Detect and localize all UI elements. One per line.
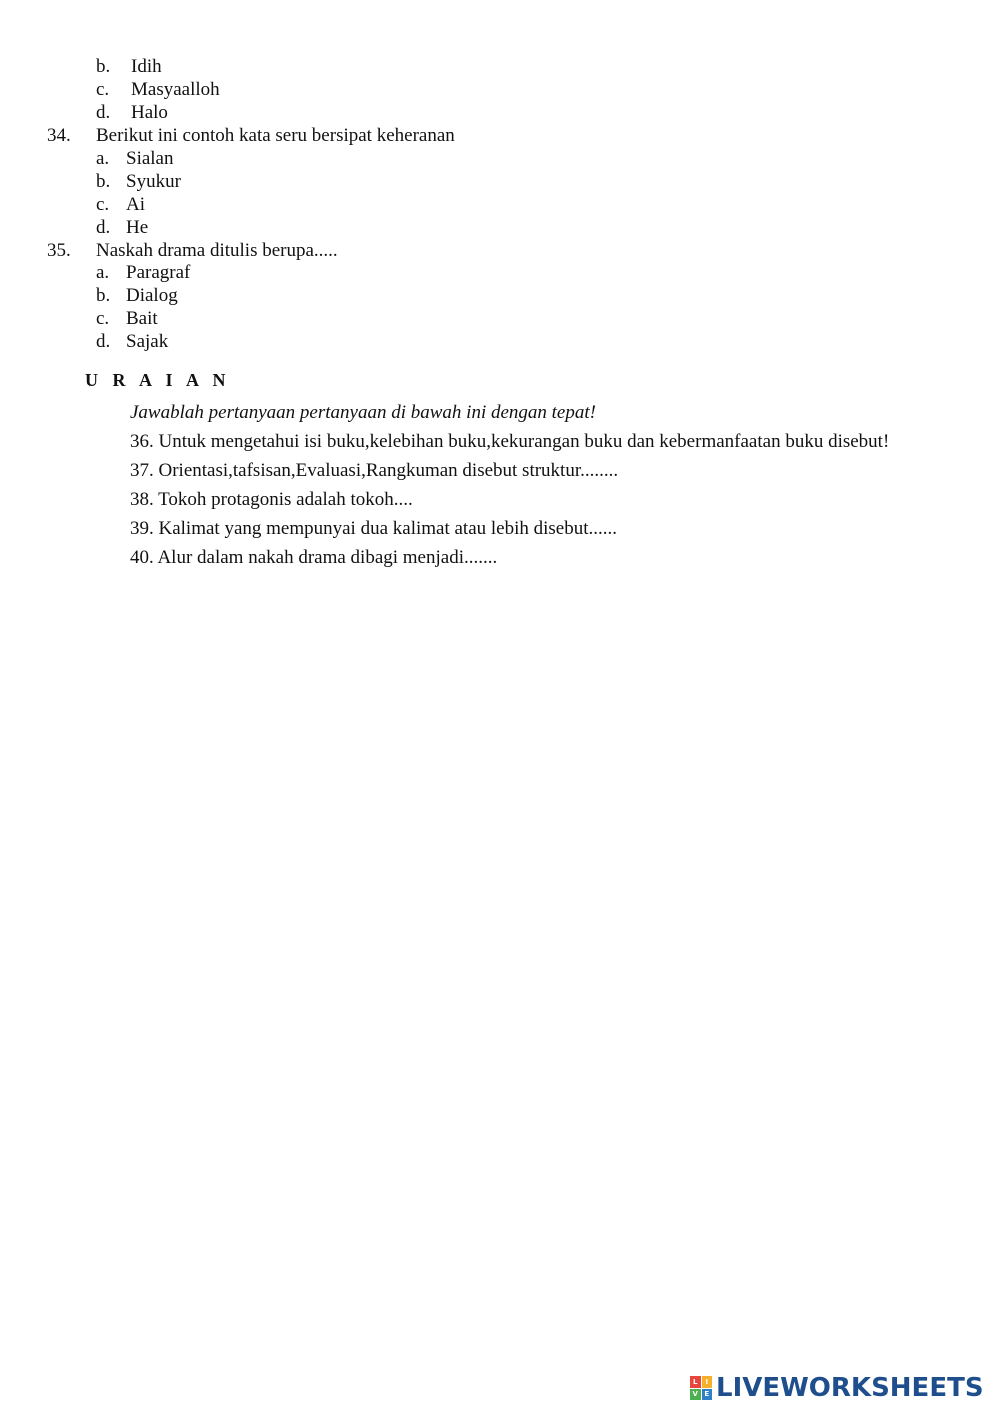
option-letter: c. bbox=[96, 194, 110, 215]
question-text: Naskah drama ditulis berupa..... bbox=[96, 240, 338, 261]
option-letter: b. bbox=[96, 56, 111, 77]
logo-icon bbox=[690, 1376, 712, 1400]
option-letter: d. bbox=[96, 331, 111, 352]
option-letter: b. bbox=[96, 171, 111, 192]
essay-item: 39. Kalimat yang mempunyai dua kalimat atau lebih disebut...... bbox=[130, 518, 618, 539]
essay-item: 36. Untuk mengetahui isi buku,kelebihan buku,kekurangan buku dan kebermanfaatan buku disebut! bbox=[130, 431, 890, 452]
essay-item: 37. Orientasi,tafsisan,Evaluasi,Rangkuman disebut struktur........ bbox=[130, 460, 619, 481]
option-text: Sialan bbox=[126, 148, 174, 169]
option-text: Ai bbox=[126, 194, 145, 215]
option-letter: d. bbox=[96, 217, 111, 238]
option-letter: c. bbox=[96, 308, 110, 329]
question-number: 34. bbox=[47, 125, 71, 146]
option-text: Bait bbox=[126, 308, 158, 329]
question-text: Berikut ini contoh kata seru bersipat keheranan bbox=[96, 125, 455, 146]
essay-instruction: Jawablah pertanyaan pertanyaan di bawah ini dengan tepat! bbox=[130, 402, 596, 423]
option-text: Idih bbox=[131, 56, 162, 77]
option-text: Dialog bbox=[126, 285, 178, 306]
essay-item: 40. Alur dalam nakah drama dibagi menjadi....... bbox=[130, 547, 498, 568]
question-number: 35. bbox=[47, 240, 71, 261]
option-text: Paragraf bbox=[126, 262, 191, 283]
option-text: He bbox=[126, 217, 149, 238]
logo-mark-letter: E bbox=[702, 1389, 713, 1401]
option-text: Masyaalloh bbox=[131, 79, 220, 100]
section-title: U R A I A N bbox=[85, 370, 231, 390]
option-letter: a. bbox=[96, 148, 110, 169]
option-letter: a. bbox=[96, 262, 110, 283]
option-letter: c. bbox=[96, 79, 110, 100]
liveworksheets-logo bbox=[690, 1372, 984, 1404]
logo-text: LIVEWORKSHEETS bbox=[716, 1373, 984, 1403]
logo-mark-letter: I bbox=[702, 1376, 713, 1388]
option-text: Syukur bbox=[126, 171, 181, 192]
essay-item: 38. Tokoh protagonis adalah tokoh.... bbox=[130, 489, 413, 510]
logo-mark-letter: L bbox=[690, 1376, 701, 1388]
option-text: Sajak bbox=[126, 331, 169, 352]
option-text: Halo bbox=[131, 102, 168, 123]
option-letter: b. bbox=[96, 285, 111, 306]
option-letter: d. bbox=[96, 102, 111, 123]
logo-mark-letter: V bbox=[690, 1389, 701, 1401]
